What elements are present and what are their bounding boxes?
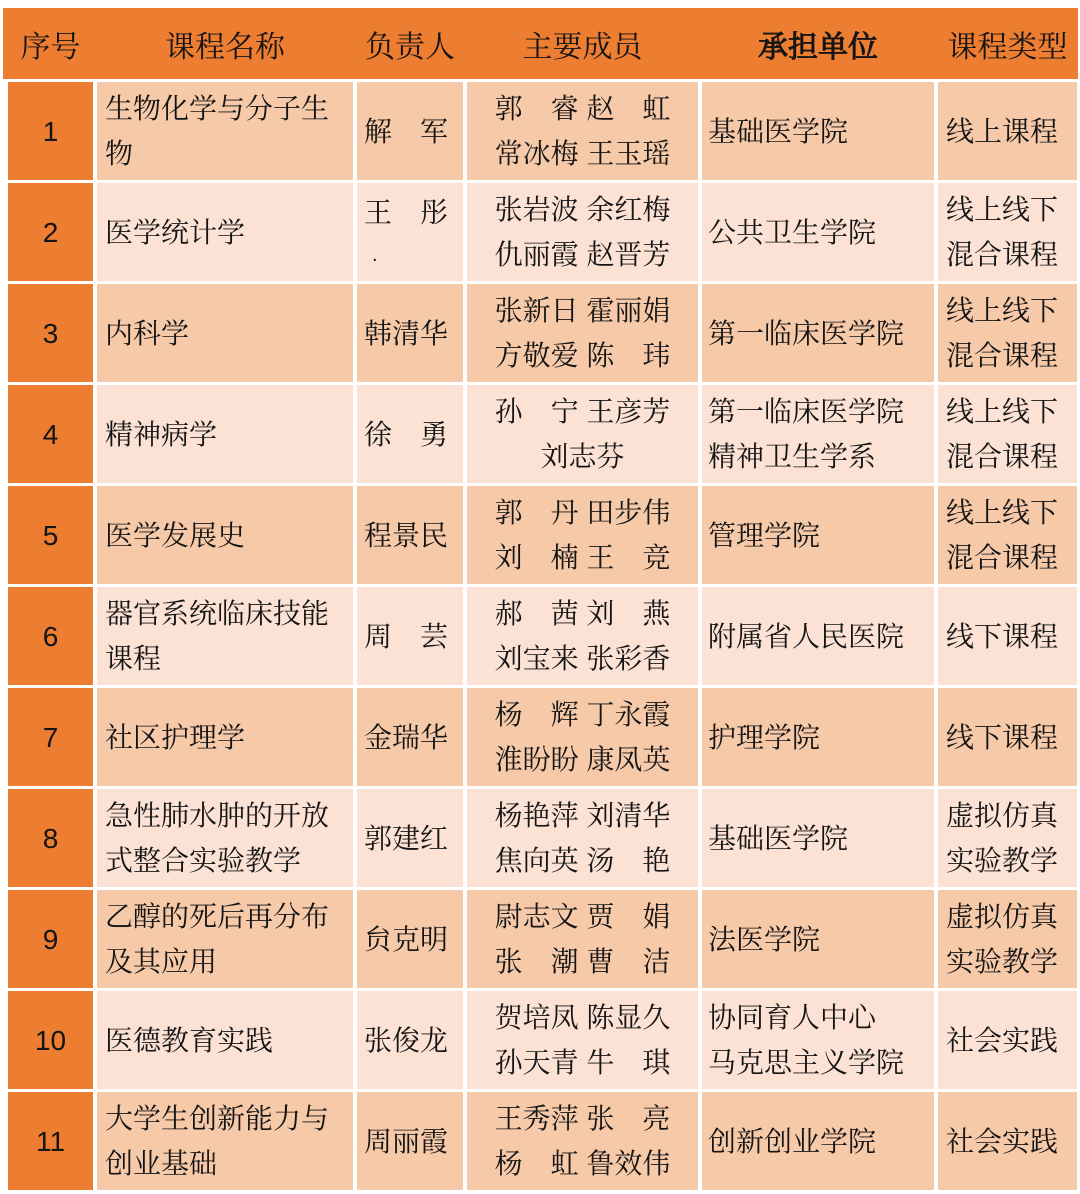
leader-line: 程景民	[364, 519, 449, 551]
unit-line: 基础医学院	[708, 115, 849, 147]
course-name-line: 精神病学	[105, 418, 218, 450]
course-table	[3, 8, 1078, 1190]
table-row	[8, 991, 1078, 1089]
row-index-cell	[8, 890, 93, 988]
type-line: 混合课程	[946, 542, 1059, 573]
course-name-line: 急性肺水肿的开放	[105, 800, 330, 831]
members-line: 杨 辉 丁永霞	[494, 699, 671, 730]
members-cell	[467, 991, 698, 1089]
leader-line: 徐 勇	[364, 418, 449, 450]
unit-line: 公共卫生学院	[708, 216, 877, 248]
type-cell	[938, 991, 1077, 1089]
leader-cell	[357, 890, 463, 988]
leader-line: 金瑞华	[364, 721, 449, 753]
row-index-cell	[8, 486, 93, 584]
members-cell	[467, 385, 698, 483]
members-line: 张岩波 余红梅	[494, 194, 671, 225]
table-row	[8, 486, 1078, 584]
unit-cell	[702, 1092, 934, 1190]
row-index: 5	[42, 519, 59, 551]
row-index-cell	[8, 991, 93, 1089]
members-line: 郭 丹 田步伟	[494, 497, 671, 528]
course-name-line: 医德教育实践	[105, 1024, 274, 1056]
course-name-line: 及其应用	[105, 946, 218, 977]
unit-cell	[702, 284, 934, 382]
leader-cell	[357, 1092, 463, 1190]
table-row	[8, 1092, 1078, 1190]
row-index-cell	[8, 789, 93, 887]
type-line: 线下课程	[946, 620, 1059, 652]
type-line: 混合课程	[946, 441, 1059, 472]
table-body	[3, 82, 1078, 1190]
leader-line: 贠克明	[364, 923, 449, 955]
table-row	[8, 587, 1078, 685]
type-line: 线下课程	[946, 721, 1059, 753]
row-index: 6	[42, 620, 59, 652]
leader-line: 张俊龙	[364, 1024, 449, 1056]
type-line: 线上线下	[946, 497, 1059, 528]
leader-line: 周 芸	[364, 620, 449, 652]
members-line: 张 潮 曹 洁	[494, 946, 671, 977]
course-name-line: 生物化学与分子生	[105, 93, 330, 124]
leader-line: 周丽霞	[364, 1125, 449, 1157]
course-name-cell	[97, 890, 353, 988]
unit-cell	[702, 587, 934, 685]
course-name-line: 内科学	[105, 317, 190, 349]
course-name-cell	[97, 1092, 353, 1190]
type-cell	[938, 1092, 1077, 1190]
type-line: 混合课程	[946, 239, 1059, 270]
members-cell	[467, 688, 698, 786]
type-line: 实验教学	[946, 845, 1059, 876]
members-line: 刘志芬	[540, 441, 625, 472]
course-name-cell	[97, 789, 353, 887]
unit-line: 第一临床医学院	[708, 317, 905, 349]
header-col-unit: 承担单位	[758, 30, 878, 64]
members-line: 尉志文 贾 娟	[494, 901, 671, 932]
members-line: 贺培凤 陈显久	[494, 1002, 671, 1033]
members-line: 常冰梅 王玉瑶	[494, 138, 671, 169]
type-line: 混合课程	[946, 340, 1059, 371]
type-line: 线上线下	[946, 396, 1059, 427]
members-cell	[467, 284, 698, 382]
type-line: 社会实践	[946, 1024, 1059, 1056]
type-line: 线上线下	[946, 295, 1059, 326]
row-index: 10	[34, 1024, 67, 1056]
leader-line: 郭建红	[364, 822, 449, 854]
table-row	[8, 183, 1078, 281]
leader-cell	[357, 183, 463, 281]
members-line: 孙天青 牛 琪	[494, 1047, 671, 1078]
type-line: 社会实践	[946, 1125, 1059, 1157]
members-line: 郝 茜 刘 燕	[494, 598, 671, 629]
header-col-leader: 负责人	[365, 30, 455, 64]
row-index-cell	[8, 1092, 93, 1190]
type-cell	[938, 890, 1077, 988]
course-name-line: 式整合实验教学	[105, 845, 302, 876]
row-index-cell	[8, 82, 93, 180]
unit-cell	[702, 890, 934, 988]
unit-cell	[702, 688, 934, 786]
members-cell	[467, 890, 698, 988]
type-line: 虚拟仿真	[946, 901, 1059, 932]
course-name-cell	[97, 284, 353, 382]
course-name-line: 物	[105, 138, 134, 169]
type-cell	[938, 385, 1077, 483]
row-index: 9	[42, 923, 59, 955]
type-cell	[938, 82, 1077, 180]
table-row	[8, 284, 1078, 382]
unit-cell	[702, 789, 934, 887]
table-header-row	[3, 8, 1078, 79]
course-name-cell	[97, 385, 353, 483]
type-cell	[938, 789, 1077, 887]
members-line: 杨艳萍 刘清华	[494, 800, 671, 831]
members-line: 刘宝来 张彩香	[494, 643, 671, 674]
members-line: 淮盼盼 康凤英	[494, 744, 671, 775]
type-line: 实验教学	[946, 946, 1059, 977]
table-row	[8, 82, 1078, 180]
members-line: 杨 虹 鲁效伟	[494, 1148, 671, 1179]
members-line: 仇丽霞 赵晋芳	[494, 239, 671, 270]
header-col-course-type: 课程类型	[947, 30, 1068, 64]
leader-cell	[357, 82, 463, 180]
unit-line: 马克思主义学院	[708, 1047, 905, 1078]
leader-line: 解 军	[364, 115, 449, 147]
course-name-line: 创业基础	[105, 1148, 218, 1179]
course-name-cell	[97, 587, 353, 685]
members-cell	[467, 587, 698, 685]
members-cell	[467, 82, 698, 180]
row-index: 2	[42, 216, 59, 248]
leader-line: 王 彤	[364, 196, 449, 228]
course-name-cell	[97, 82, 353, 180]
row-index: 3	[42, 317, 59, 349]
members-cell	[467, 486, 698, 584]
course-name-cell	[97, 486, 353, 584]
table-row	[8, 789, 1078, 887]
course-name-line: 社区护理学	[105, 721, 246, 753]
row-index: 1	[42, 115, 59, 147]
row-index-cell	[8, 385, 93, 483]
leader-cell	[357, 991, 463, 1089]
row-index: 11	[35, 1125, 66, 1157]
row-index-cell	[8, 587, 93, 685]
type-line: 虚拟仿真	[946, 800, 1059, 831]
type-cell	[938, 587, 1077, 685]
leader-line: 韩清华	[364, 317, 449, 349]
members-cell	[467, 1092, 698, 1190]
row-index-cell	[8, 688, 93, 786]
table-row	[8, 890, 1078, 988]
members-cell	[467, 183, 698, 281]
unit-line: 协同育人中心	[708, 1002, 877, 1033]
course-name-line: 医学发展史	[105, 519, 246, 551]
unit-line: 第一临床医学院	[708, 396, 905, 427]
row-index: 8	[42, 822, 59, 854]
course-name-line: 器官系统临床技能	[105, 598, 330, 629]
type-line: 线上线下	[946, 194, 1059, 225]
type-cell	[938, 688, 1077, 786]
unit-line: 创新创业学院	[708, 1125, 877, 1157]
course-name-line: 大学生创新能力与	[105, 1103, 330, 1134]
row-index-cell	[8, 183, 93, 281]
table-row	[8, 385, 1078, 483]
unit-cell	[702, 991, 934, 1089]
course-name-cell	[97, 688, 353, 786]
leader-cell	[357, 789, 463, 887]
members-cell	[467, 789, 698, 887]
members-line: 方敬爱 陈 玮	[494, 340, 671, 371]
unit-line: 基础医学院	[708, 822, 849, 854]
header-col-course-name: 课程名称	[165, 30, 285, 64]
type-cell	[938, 486, 1077, 584]
leader-cell	[357, 385, 463, 483]
members-line: 张新日 霍丽娟	[494, 295, 671, 326]
members-line: 王秀萍 张 亮	[494, 1103, 671, 1134]
type-cell	[938, 183, 1077, 281]
members-line: 郭 睿 赵 虹	[494, 93, 671, 124]
members-line: 焦向英 汤 艳	[494, 845, 671, 876]
unit-cell	[702, 183, 934, 281]
members-line: 刘 楠 王 竞	[494, 542, 671, 573]
row-index: 4	[42, 418, 59, 450]
leader-cell	[357, 486, 463, 584]
row-index: 7	[42, 721, 59, 753]
header-col-index: 序号	[20, 30, 81, 64]
unit-line: 精神卫生学系	[708, 441, 877, 472]
leader-cell	[357, 587, 463, 685]
course-name-line: 课程	[105, 643, 162, 674]
unit-cell	[702, 385, 934, 483]
members-line: 孙 宁 王彦芳	[494, 396, 671, 427]
unit-line: 附属省人民医院	[708, 620, 905, 652]
course-name-line: 乙醇的死后再分布	[105, 901, 330, 932]
course-name-cell	[97, 183, 353, 281]
leader-cell	[357, 284, 463, 382]
unit-line: 管理学院	[708, 519, 821, 551]
unit-line: 护理学院	[708, 721, 821, 753]
unit-cell	[702, 82, 934, 180]
type-cell	[938, 284, 1077, 382]
course-name-cell	[97, 991, 353, 1089]
course-name-line: 医学统计学	[105, 216, 246, 248]
unit-cell	[702, 486, 934, 584]
leader-line: .	[372, 243, 378, 266]
row-index-cell	[8, 284, 93, 382]
type-line: 线上课程	[946, 115, 1059, 147]
unit-line: 法医学院	[708, 923, 821, 955]
table-row	[8, 688, 1078, 786]
header-col-members: 主要成员	[522, 30, 643, 64]
leader-cell	[357, 688, 463, 786]
